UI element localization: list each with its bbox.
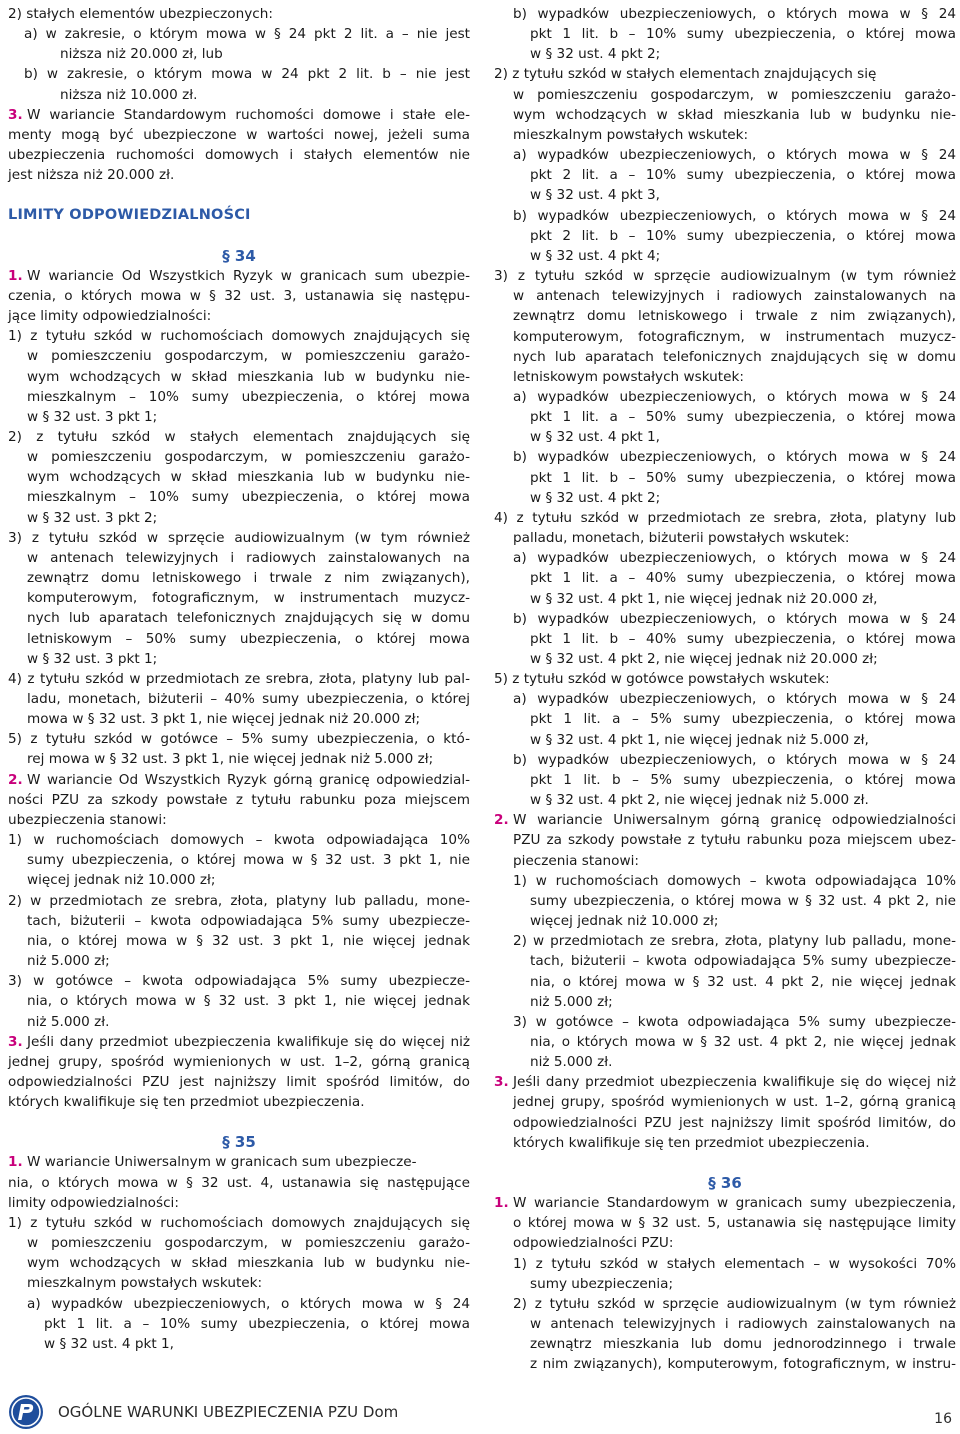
text-line (494, 105, 956, 125)
line-text: 1) w ruchomościach domowych – kwota odpowiadająca 10% (8, 832, 470, 849)
text-line (494, 1012, 956, 1032)
text-line (494, 4, 956, 24)
page-number: 16 (934, 1411, 952, 1427)
line-text: nia, o której mowa w § 32 ust. 3 pkt 1, nie więcej jednak (27, 932, 470, 949)
text-line (8, 649, 470, 669)
text-line (8, 165, 470, 185)
line-text: b) wypadków ubezpieczeniowych, o których mowa w § 24 (513, 449, 956, 466)
line-text: odpowiedzialności PZU: (513, 1235, 674, 1252)
line-text: wym wchodzących w skład mieszkania lub w budynku nie- (513, 106, 956, 123)
line-text: 2) z tytułu szkód w stałych elementach znajdujących się (494, 66, 877, 83)
line-text: w pomieszczeniu gospodarczym, w pomieszczeniu garażo- (27, 1235, 470, 1252)
text-line (8, 1334, 470, 1354)
text-line (8, 1012, 470, 1032)
text-line (8, 508, 470, 528)
text-line (494, 1113, 956, 1133)
text-line (8, 1152, 470, 1172)
line-text: pkt 1 lit. a – 10% sumy ubezpieczenia, o której mowa (44, 1315, 470, 1332)
text-line (8, 487, 470, 507)
right-column (494, 4, 956, 1374)
line-text: w pomieszczeniu gospodarczym, w pomieszczeniu garażo- (27, 348, 470, 365)
line-text: w antenach telewizyjnych i radiowych zainstalowanych na (513, 288, 956, 305)
line-text: b) wypadków ubezpieczeniowych, o których mowa w § 24 (513, 751, 956, 768)
text-line (8, 689, 470, 709)
text-line (494, 468, 956, 488)
text-line (8, 1052, 470, 1072)
line-text: niż 5.000 zł. (27, 1013, 110, 1030)
text-line (8, 447, 470, 467)
text-line (494, 629, 956, 649)
text-line (494, 951, 956, 971)
text-line (8, 306, 470, 326)
text-line (494, 1254, 956, 1274)
text-line (8, 548, 470, 568)
text-line (494, 1052, 956, 1072)
text-line (494, 488, 956, 508)
line-text: o której mowa w § 32 ust. 5, ustanawia się następujące limity (513, 1215, 956, 1232)
text-line (8, 44, 470, 64)
text-line (494, 206, 956, 226)
text-line (494, 1213, 956, 1233)
line-text: 3) z tytułu szkód w sprzęcie audiowizualnym (w tym również (8, 529, 470, 546)
line-text: tach, biżuterii – kwota odpowiadająca 5% sumy ubezpiecze- (530, 953, 956, 970)
page-footer (8, 1394, 952, 1430)
line-text: pkt 2 lit. a – 10% sumy ubezpieczenia, o której mowa (530, 167, 956, 184)
text-line (494, 1072, 956, 1092)
line-text: 3) w gotówce – kwota odpowiadająca 5% sumy ubezpiecze- (513, 1013, 956, 1030)
text-line (8, 729, 470, 749)
line-text: mieszkalnym – 10% sumy ubezpieczenia, o której mowa (27, 388, 470, 405)
line-text: b) wypadków ubezpieczeniowych, o których mowa w § 24 (513, 207, 956, 224)
line-text: w § 32 ust. 4 pkt 1, nie więcej jednak niż 5.000 zł, (530, 731, 869, 748)
line-text: w antenach telewizyjnych i radiowych zainstalowanych na (27, 549, 470, 566)
text-line (8, 568, 470, 588)
line-text: pkt 2 lit. b – 10% sumy ubezpieczenia, o której mowa (530, 227, 956, 244)
text-line (8, 891, 470, 911)
line-text: 2) z tytułu szkód w sprzęcie audiowizualnym (w tym również (513, 1295, 956, 1312)
text-line (8, 24, 470, 44)
text-line (8, 286, 470, 306)
text-line (494, 125, 956, 145)
text-line (8, 709, 470, 729)
text-line (8, 1173, 470, 1193)
line-text: w antenach telewizyjnych i radiowych zainstalowanych na (530, 1316, 956, 1332)
text-line (8, 1193, 470, 1213)
line-text: nych lub aparatach telefonicznych znajdujących się w domu (513, 348, 956, 365)
line-text: w § 32 ust. 4 pkt 2; (530, 489, 661, 506)
text-line (494, 1334, 956, 1354)
line-text: ladu, monetach, biżuterii – 40% sumy ubezpieczenia, o której (27, 691, 470, 707)
line-text: wym wchodzących w skład mieszkania lub w budynku nie- (27, 469, 470, 486)
line-text: nych lub aparatach telefonicznych znajdujących się w domu (27, 610, 470, 627)
line-text: sumy ubezpieczenia, o której mowa w § 32 ust. 3 pkt 1, nie (27, 852, 470, 869)
line-text: a) w zakresie, o którym mowa w § 24 pkt 2 lit. a – nie jest (24, 26, 470, 43)
pzu-logo-icon (8, 1394, 44, 1430)
clause-number: 1. (8, 267, 23, 284)
text-line (494, 931, 956, 951)
section-heading: LIMITY ODPOWIEDZIALNOŚCI (8, 207, 251, 224)
line-text: pkt 1 lit. b – 50% sumy ubezpieczenia, o której mowa (530, 469, 956, 486)
line-text: Jeśli dany przedmiot ubezpieczenia kwalifikuje się do więcej niż (513, 1074, 956, 1091)
line-text: pkt 1 lit. b – 5% sumy ubezpieczenia, o której mowa (530, 771, 956, 788)
text-line (8, 1253, 470, 1273)
line-text: nia, o której mowa w § 32 ust. 4 pkt 2, nie więcej jednak (530, 973, 956, 990)
text-line (8, 1092, 470, 1112)
line-text: niż 5.000 zł; (27, 953, 110, 970)
line-text: tach, biżuterii – kwota odpowiadająca 5% sumy ubezpiecze- (27, 912, 470, 929)
line-text: w § 32 ust. 3 pkt 1; (27, 408, 158, 425)
text-line (8, 931, 470, 951)
line-text: w § 32 ust. 4 pkt 4; (530, 247, 661, 264)
line-text: jest niższa niż 20.000 zł. (8, 167, 175, 184)
line-text: niż 5.000 zł. (530, 1054, 613, 1071)
text-line (494, 306, 956, 326)
text-line (8, 810, 470, 830)
text-line (8, 991, 470, 1011)
text-line (494, 709, 956, 729)
line-text: zewnątrz domu letniskowego i trwale z nim związanych), (513, 308, 956, 325)
text-line (8, 850, 470, 870)
line-text: nia, o których mowa w § 32 ust. 4 pkt 2, nie więcej jednak (530, 1033, 956, 1050)
line-text: niż 5.000 zł; (530, 993, 613, 1010)
line-text: w § 32 ust. 3 pkt 1; (27, 650, 158, 667)
line-text: czenia, o których mowa w § 32 ust. 3, ustanawia się następu- (8, 287, 470, 304)
line-text: 1) z tytułu szkód w ruchomościach domowych znajdujących się (8, 328, 470, 345)
text-line (494, 1354, 956, 1374)
text-line (494, 185, 956, 205)
line-text: W wariancie Standardowym ruchomości domowe i stałe ele- (27, 106, 470, 123)
line-text: W wariancie Od Wszystkich Ryzyk górną granicę odpowiedzial- (27, 771, 470, 788)
spacer (8, 226, 470, 246)
line-text: sumy ubezpieczenia, o której mowa w § 32 ust. 4 pkt 2, nie (530, 892, 956, 909)
line-text: w § 32 ust. 4 pkt 1, (530, 429, 660, 446)
text-line (494, 1274, 956, 1294)
text-line (494, 327, 956, 347)
text-line (494, 568, 956, 588)
text-line (8, 4, 470, 24)
line-text: nia, o których mowa w § 32 ust. 4, ustanawia się następujące (8, 1174, 470, 1191)
text-line (494, 790, 956, 810)
line-text: pkt 1 lit. a – 40% sumy ubezpieczenia, o której mowa (530, 570, 956, 587)
text-line (8, 749, 470, 769)
line-text: których kwalifikuje się ten przedmiot ubezpieczenia. (8, 1094, 365, 1111)
line-text: W wariancie Od Wszystkich Ryzyk w granicach sum ubezpie- (27, 267, 470, 284)
spacer (8, 1112, 470, 1132)
line-text: odpowiedzialności PZU jest najniższy limit spośród limitów, do (8, 1073, 470, 1090)
paragraph-number: § 36 (708, 1173, 742, 1192)
text-line (494, 447, 956, 467)
line-text: więcej jednak niż 10.000 zł; (27, 872, 216, 889)
clause-number: 1. (494, 1195, 509, 1212)
text-line (494, 1233, 956, 1253)
text-line (494, 266, 956, 286)
line-text: 4) z tytułu szkód w przedmiotach ze srebra, złota, platyny lub pal- (8, 670, 470, 687)
text-line (494, 528, 956, 548)
paragraph-number: § 34 (222, 246, 256, 265)
text-line (494, 851, 956, 871)
line-text: w pomieszczeniu gospodarczym, w pomieszczeniu garażo- (27, 449, 470, 466)
line-text: b) w zakresie, o którym mowa w 24 pkt 2 lit. b – nie jest (24, 66, 470, 83)
text-line (8, 608, 470, 628)
text-line (8, 528, 470, 548)
line-text: wym wchodzących w skład mieszkania lub w budynku nie- (27, 368, 470, 385)
line-text: których kwalifikuje się ten przedmiot ubezpieczenia. (513, 1134, 870, 1151)
line-text: 1) z tytułu szkód w stałych elementach – w wysokości 70% (513, 1255, 956, 1272)
text-line (494, 548, 956, 568)
text-line (494, 508, 956, 528)
text-line (494, 85, 956, 105)
text-line (8, 387, 470, 407)
line-text: a) wypadków ubezpieczeniowych, o których mowa w § 24 (513, 147, 956, 164)
line-text: jednej grupy, spośród wymienionych w ust. 1–2, górną granicą (8, 1053, 470, 1070)
text-line (494, 871, 956, 891)
line-text: więcej jednak niż 10.000 zł; (530, 913, 719, 930)
text-line (8, 1294, 470, 1314)
spacer (494, 1153, 956, 1173)
line-text: W wariancie Uniwersalnym w granicach sum ubezpiecze- (27, 1154, 417, 1171)
text-line (494, 1193, 956, 1213)
text-line (494, 24, 956, 44)
text-line (494, 1294, 956, 1314)
line-text: odpowiedzialności PZU jest najniższy limit spośród limitów, do (513, 1114, 956, 1131)
clause-number: 3. (8, 106, 23, 123)
footer-title: OGÓLNE WARUNKI UBEZPIECZENIA PZU Dom (58, 1403, 399, 1421)
line-text: mieszkalnym powstałych wskutek: (27, 1275, 263, 1292)
line-text: menty mogą być ubezpieczone w wartości nowej, jeżeli suma (8, 126, 470, 143)
text-line (494, 649, 956, 669)
text-line (494, 992, 956, 1012)
text-line (494, 165, 956, 185)
text-line (494, 226, 956, 246)
line-text: niższa niż 10.000 zł. (60, 86, 198, 103)
line-text: pkt 1 lit. a – 50% sumy ubezpieczenia, o której mowa (530, 409, 956, 426)
line-text: 2) w przedmiotach ze srebra, złota, platyny lub palladu, mone- (8, 892, 470, 909)
line-text: zewnątrz mieszkania lub domu jednorodzinnego i trwale (530, 1336, 956, 1353)
text-line (8, 951, 470, 971)
line-text: mieszkalnym – 10% sumy ubezpieczenia, o której mowa (27, 489, 470, 506)
text-line (8, 971, 470, 991)
text-line (8, 1213, 470, 1233)
line-text: 2) stałych elementów ubezpieczonych: (8, 6, 273, 22)
text-line (494, 830, 956, 850)
clause-number: 2. (8, 771, 23, 788)
line-text: rej mowa w § 32 ust. 3 pkt 1, nie więcej jednak niż 5.000 zł; (27, 751, 434, 768)
text-line (494, 911, 956, 931)
line-text: a) wypadków ubezpieczeniowych, o których mowa w § 24 (513, 691, 956, 708)
text-line (494, 64, 956, 84)
text-line (494, 1032, 956, 1052)
line-text: 4) z tytułu szkód w przedmiotach ze srebra, złota, platyny lub (494, 509, 956, 526)
text-line (8, 427, 470, 447)
clause-number: 1. (8, 1154, 23, 1171)
text-line (494, 1092, 956, 1112)
line-text: b) wypadków ubezpieczeniowych, o których mowa w § 24 (513, 610, 956, 627)
line-text: pkt 1 lit. b – 40% sumy ubezpieczenia, o której mowa (530, 630, 956, 647)
line-text: komputerowym, fotograficznym, w instrumentach muzycz- (513, 328, 956, 345)
line-text: a) wypadków ubezpieczeniowych, o których mowa w § 24 (27, 1295, 470, 1312)
text-line (494, 387, 956, 407)
text-line (8, 588, 470, 608)
line-text: 2) z tytułu szkód w stałych elementach znajdujących się (8, 428, 470, 445)
line-text: sumy ubezpieczenia; (530, 1275, 674, 1292)
line-text: niższa niż 20.000 zł, lub (60, 46, 223, 63)
line-text: mowa w § 32 ust. 3 pkt 1, nie więcej jednak niż 20.000 zł; (27, 711, 421, 728)
text-line (8, 1314, 470, 1334)
line-text: PZU za szkody powstałe z tytułu rabunku poza miejscem ubez- (513, 832, 956, 849)
text-line (8, 1032, 470, 1052)
line-text: W wariancie Standardowym w granicach sumy ubezpieczenia, (513, 1195, 956, 1212)
text-line (8, 770, 470, 790)
line-text: 3) z tytułu szkód w sprzęcie audiowizualnym (w tym również (494, 268, 956, 285)
line-text: jednej grupy, spośród wymienionych w ust. 1–2, górną granicą (513, 1094, 956, 1111)
text-line (8, 669, 470, 689)
line-text: w § 32 ust. 4 pkt 3, (530, 187, 660, 204)
line-text: 5) z tytułu szkód w gotówce powstałych wskutek: (494, 671, 830, 688)
spacer (8, 185, 470, 205)
line-text: jące limity odpowiedzialności: (8, 308, 212, 325)
line-text: nia, o których mowa w § 32 ust. 3 pkt 1, nie więcej jednak (27, 993, 470, 1010)
line-text: ubezpieczenia ruchomości domowych i stałych elementów nie (8, 147, 470, 164)
text-line (494, 367, 956, 387)
line-text: z nim związanych), komputerowym, fotograficznym, w instru- (530, 1356, 956, 1373)
line-text: 1) z tytułu szkód w ruchomościach domowych znajdujących się (8, 1214, 470, 1231)
text-line (8, 1072, 470, 1092)
text-line (8, 790, 470, 810)
line-text: w § 32 ust. 4 pkt 1, (44, 1335, 174, 1352)
text-line (8, 64, 470, 84)
text-line (494, 689, 956, 709)
text-line (494, 286, 956, 306)
line-text: mieszkalnym powstałych wskutek: (513, 126, 749, 143)
text-line (494, 44, 956, 64)
text-line (494, 972, 956, 992)
clause-number: 2. (494, 812, 509, 829)
line-text: 3) w gotówce – kwota odpowiadająca 5% sumy ubezpiecze- (8, 973, 470, 990)
clause-number: 3. (8, 1033, 23, 1050)
line-text: palladu, monetach, biżuterii powstałych wskutek: (513, 530, 850, 547)
line-text: Jeśli dany przedmiot ubezpieczenia kwalifikuje się do więcej niż (27, 1033, 470, 1050)
line-text: W wariancie Uniwersalnym górną granicę odpowiedzialności (513, 812, 956, 829)
text-line (494, 589, 956, 609)
left-column (8, 4, 470, 1354)
text-line (494, 246, 956, 266)
line-text: letniskowym – 50% sumy ubezpieczenia, o której mowa (27, 630, 470, 647)
text-line (8, 105, 470, 125)
line-text: letniskowym powstałych wskutek: (513, 368, 744, 385)
text-line (8, 266, 470, 286)
text-line (494, 609, 956, 629)
line-text: w § 32 ust. 3 pkt 2; (27, 509, 158, 526)
text-line (494, 770, 956, 790)
text-line (8, 326, 470, 346)
line-text: 2) w przedmiotach ze srebra, złota, platyny lub palladu, mone- (513, 933, 956, 950)
text-line (8, 407, 470, 427)
line-text: pkt 1 lit. b – 10% sumy ubezpieczenia, o której mowa (530, 26, 956, 43)
line-text: ności PZU za szkody powstałe z tytułu rabunku poza miejscem (8, 791, 470, 808)
text-line (494, 730, 956, 750)
text-line (8, 467, 470, 487)
text-line (494, 750, 956, 770)
text-line (8, 1273, 470, 1293)
text-line (494, 1133, 956, 1153)
line-text: w § 32 ust. 4 pkt 2, nie więcej jednak niż 20.000 zł; (530, 651, 878, 667)
text-line (494, 891, 956, 911)
line-text: zewnątrz domu letniskowego i trwale z nim związanych), (27, 570, 470, 587)
text-line (8, 911, 470, 931)
text-line (494, 145, 956, 165)
text-line (8, 830, 470, 850)
line-text: pieczenia stanowi: (513, 852, 639, 869)
line-text: komputerowym, fotograficznym, w instrumentach muzycz- (27, 590, 470, 607)
line-text: a) wypadków ubezpieczeniowych, o których mowa w § 24 (513, 388, 956, 405)
line-text: w pomieszczeniu gospodarczym, w pomieszczeniu garażo- (513, 86, 956, 103)
line-text: pkt 1 lit. a – 5% sumy ubezpieczenia, o której mowa (530, 711, 956, 728)
text-line (8, 125, 470, 145)
text-line (8, 1233, 470, 1253)
line-text: w § 32 ust. 4 pkt 2, nie więcej jednak niż 5.000 zł. (530, 792, 869, 809)
line-text: ubezpieczenia stanowi: (8, 811, 167, 828)
text-line (494, 407, 956, 427)
line-text: wym wchodzących w skład mieszkania lub w budynku nie- (27, 1255, 470, 1272)
line-text: 1) w ruchomościach domowych – kwota odpowiadająca 10% (513, 872, 956, 889)
text-line (494, 669, 956, 689)
text-line (8, 346, 470, 366)
text-line (8, 870, 470, 890)
line-text: limity odpowiedzialności: (8, 1194, 179, 1211)
text-line (8, 145, 470, 165)
line-text: w § 32 ust. 4 pkt 2; (530, 46, 661, 63)
line-text: w § 32 ust. 4 pkt 1, nie więcej jednak niż 20.000 zł, (530, 590, 878, 607)
text-line (8, 629, 470, 649)
text-line (8, 367, 470, 387)
paragraph-number: § 35 (222, 1133, 256, 1152)
text-line (494, 1314, 956, 1334)
text-line (8, 85, 470, 105)
text-line (494, 347, 956, 367)
clause-number: 3. (494, 1074, 509, 1091)
text-line (494, 427, 956, 447)
line-text: b) wypadków ubezpieczeniowych, o których mowa w § 24 (513, 6, 956, 22)
line-text: 5) z tytułu szkód w gotówce – 5% sumy ubezpieczenia, o któ- (8, 731, 470, 748)
text-line (494, 810, 956, 830)
line-text: a) wypadków ubezpieczeniowych, o których mowa w § 24 (513, 550, 956, 567)
